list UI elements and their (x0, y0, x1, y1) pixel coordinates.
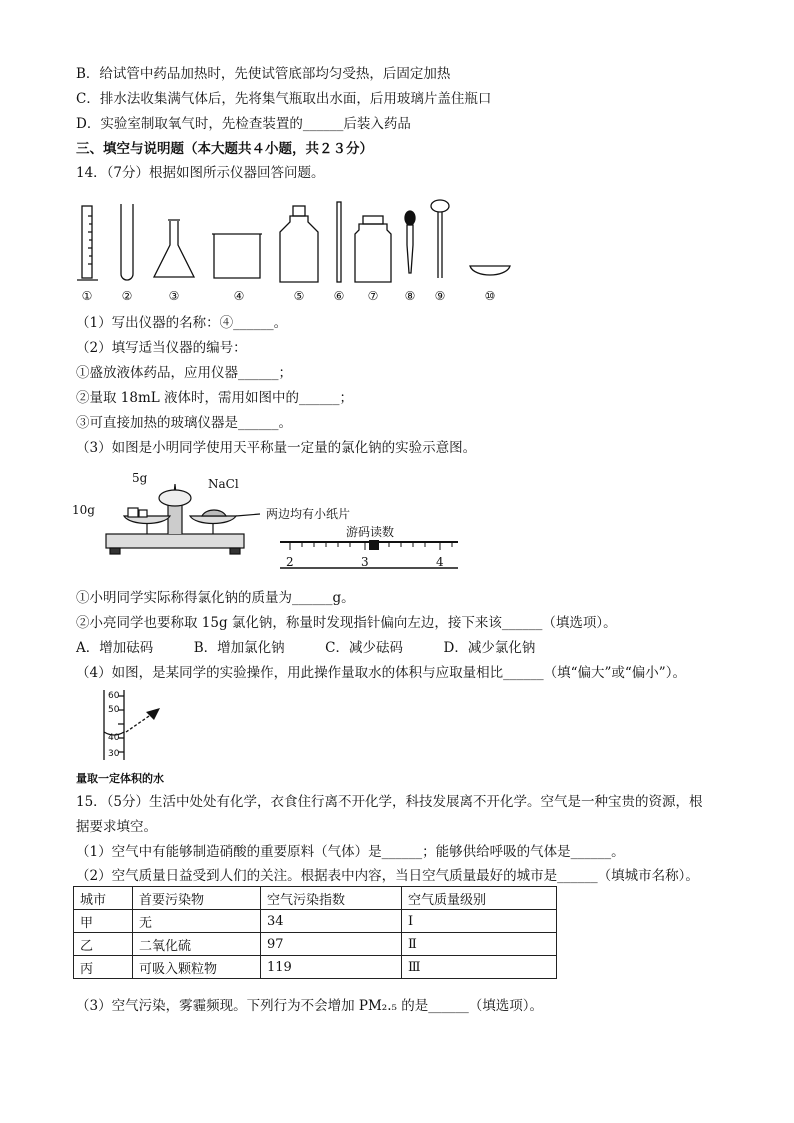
reagent-bottle-icon (280, 206, 318, 282)
table-cell: Ⅱ (402, 933, 557, 956)
weight-10g-label: 10g (72, 503, 95, 517)
instrument-number: ① (81, 289, 93, 303)
nacl-label: NaCl (208, 477, 239, 491)
question-15-3: （3）空气污染，雾霾频现。下列行为不会增加 PM₂.₅ 的是______（填选项）。 (76, 998, 543, 1014)
table-header: 空气污染指数 (261, 887, 402, 910)
instrument-number: ③ (168, 289, 180, 303)
instrument-number: ⑧ (404, 289, 416, 303)
table-row (74, 933, 557, 956)
table-cell: 无 (133, 910, 261, 933)
dropper-icon (405, 211, 415, 273)
air-quality-table (73, 886, 557, 979)
question-14-2b: ②量取 18mL 液体时，需用如图中的______； (76, 390, 354, 406)
rider-title: 游码读数 (346, 525, 395, 539)
table-cell: 甲 (74, 910, 133, 933)
cylinder-caption: 量取一定体积的水 (76, 772, 164, 785)
table-cell: 34 (261, 910, 402, 933)
glass-rod-icon (337, 202, 341, 282)
table-header: 空气质量级别 (402, 887, 557, 910)
instruments-figure (72, 196, 532, 308)
instrument-number: ② (121, 289, 133, 303)
beaker-icon (212, 234, 262, 278)
wide-mouth-bottle-icon (355, 216, 391, 282)
scale-label: 3 (361, 555, 369, 569)
test-tube-icon (121, 204, 133, 280)
graduated-cylinder-icon (77, 206, 98, 280)
cylinder-tick: 30 (108, 749, 120, 759)
instrument-number: ⑨ (434, 289, 446, 303)
table-row (74, 956, 557, 979)
table-cell: 丙 (74, 956, 133, 979)
question-14-1: （1）写出仪器的名称：④______。 (76, 315, 288, 331)
question-14-3a: ①小明同学实际称得氯化钠的质量为______g。 (76, 590, 355, 606)
question-14-2: （2）填写适当仪器的编号： (76, 340, 247, 356)
option-b: B．给试管中药品加热时，先使试管底部均匀受热，后固定加热 (76, 66, 451, 82)
question-14-3-options: A．增加砝码 B．增加氯化钠 C．减少砝码 D．减少氯化钠 (76, 640, 536, 656)
question-15-2: （2）空气质量日益受到人们的关注。根据表中内容，当日空气质量最好的城市是______（填城市名称）。 (76, 868, 699, 884)
question-14-3b: ②小亮同学也要称取 15g 氯化钠，称量时发现指针偏向左边，接下来该______（填选项）。 (76, 615, 617, 631)
cylinder-reading-figure (76, 688, 186, 788)
table-cell: 可吸入颗粒物 (133, 956, 261, 979)
paper-note: 两边均有小纸片 (266, 507, 351, 521)
instrument-number: ⑥ (333, 289, 345, 303)
separatory-funnel-icon (431, 200, 449, 278)
instrument-number: ⑩ (484, 289, 496, 303)
question-15: 15．（5分）生活中处处有化学，衣食住行离不开化学，科技发展离不开化学。空气是一种宝贵的资源，根 (76, 794, 703, 810)
option-c: C．排水法收集满气体后，先将集气瓶取出水面，后用玻璃片盖住瓶口 (76, 91, 492, 107)
table-cell: Ⅰ (402, 910, 557, 933)
scale-label: 4 (436, 555, 444, 569)
question-14-4: （4）如图，是某同学的实验操作，用此操作量取水的体积与应取量相比______（填“偏大”或“偏小”）。 (76, 665, 686, 681)
option-d: D．实验室制取氧气时，先检查装置的______后装入药品 (76, 116, 411, 132)
question-14: 14．（7分）根据如图所示仪器回答问题。 (76, 165, 325, 181)
weight-5g-label: 5g (132, 471, 148, 485)
question-14-2c: ③可直接加热的玻璃仪器是______。 (76, 415, 292, 431)
table-cell: Ⅲ (402, 956, 557, 979)
instrument-number: ④ (233, 289, 245, 303)
scale-label: 2 (286, 555, 294, 569)
question-15-cont: 据要求填空。 (76, 819, 157, 835)
table-header: 首要污染物 (133, 887, 261, 910)
question-15-1: （1）空气中有能够制造硝酸的重要原料（气体）是______；能够供给呼吸的气体是______。 (76, 844, 625, 860)
table-header: 城市 (74, 887, 133, 910)
balance-figure (70, 468, 470, 580)
table-cell: 二氧化硫 (133, 933, 261, 956)
table-cell: 97 (261, 933, 402, 956)
table-header-row (74, 887, 557, 910)
question-14-3: （3）如图是小明同学使用天平称量一定量的氯化钠的实验示意图。 (76, 440, 477, 456)
table-row (74, 910, 557, 933)
cylinder-tick: 60 (108, 691, 120, 701)
section-heading: 三、填空与说明题（本大题共４小题，共２３分） (76, 141, 373, 157)
cylinder-tick: 50 (108, 705, 120, 715)
cylinder-tick: 40 (108, 733, 120, 743)
question-14-2a: ①盛放液体药品，应用仪器______； (76, 365, 292, 381)
evaporating-dish-icon (470, 266, 510, 275)
table-cell: 119 (261, 956, 402, 979)
conical-flask-icon (154, 220, 194, 277)
instrument-number: ⑤ (293, 289, 305, 303)
instrument-number: ⑦ (367, 289, 379, 303)
table-cell: 乙 (74, 933, 133, 956)
